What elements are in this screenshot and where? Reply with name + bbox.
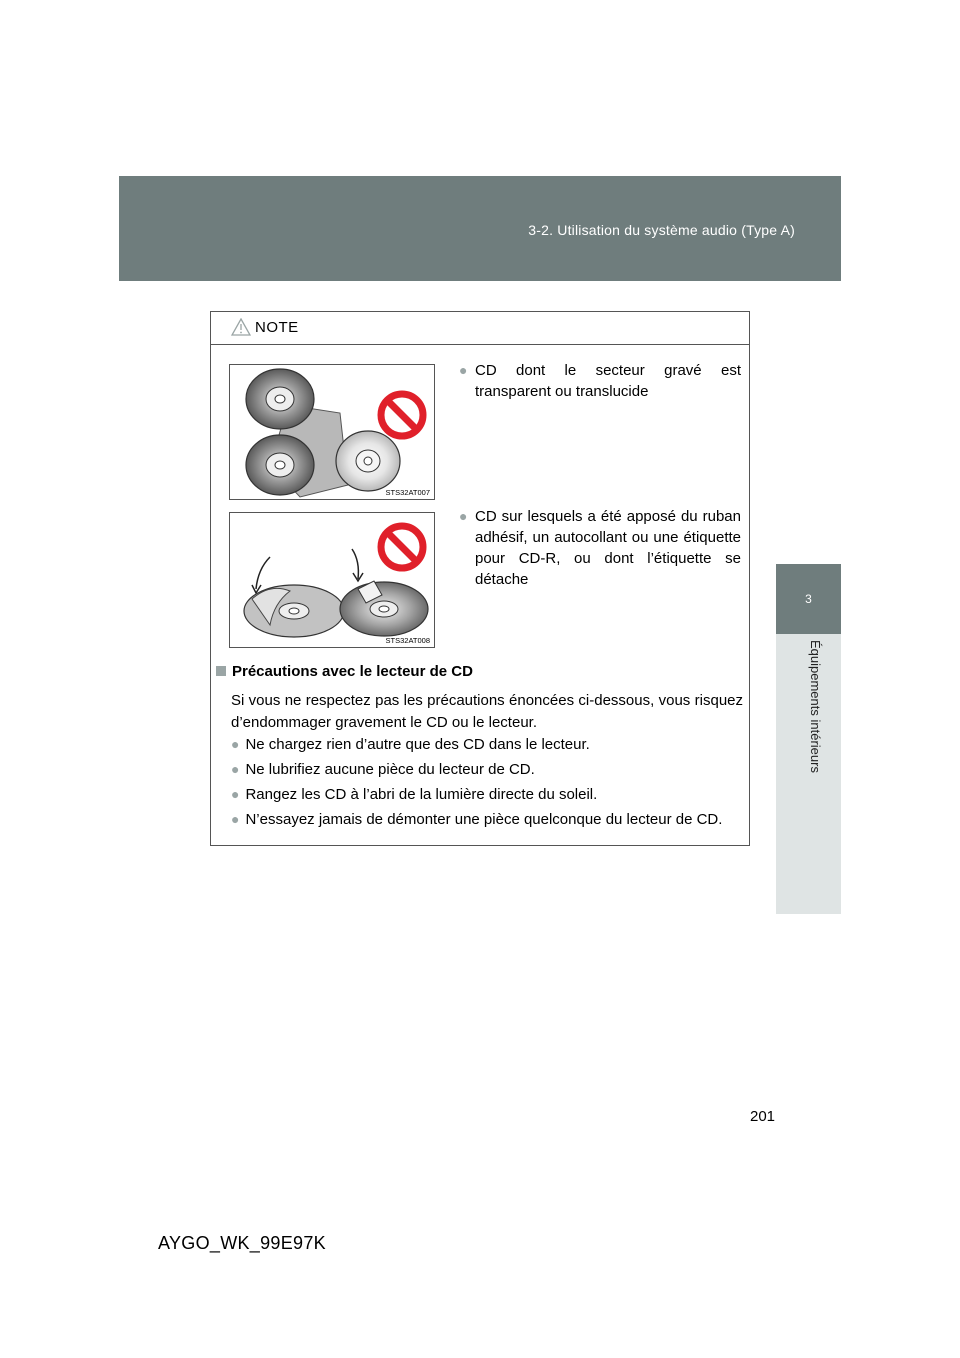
bullet-icon: ● bbox=[459, 362, 468, 378]
figure-item: ● CD dont le secteur gravé est transparent ou translucide bbox=[459, 362, 741, 400]
footer-code: AYGO_WK_99E97K bbox=[158, 1233, 326, 1253]
list-item: ● Ne chargez rien d’autre que des CD dans le lecteur. bbox=[231, 736, 590, 753]
figure-labelled-cd bbox=[229, 512, 435, 648]
list-item: ● Ne lubrifiez aucune pièce du lecteur de CD. bbox=[231, 761, 535, 778]
prohibited-cd-transparent-illustration bbox=[230, 365, 434, 499]
note-title: NOTE bbox=[255, 319, 299, 336]
note-header bbox=[211, 312, 749, 345]
warning-triangle-icon bbox=[231, 318, 251, 336]
header-band bbox=[119, 176, 841, 281]
bullet-icon: ● bbox=[231, 736, 240, 752]
chapter-label: Équipements intérieurs bbox=[808, 640, 823, 773]
section-title: 3-2. Utilisation du système audio (Type A) bbox=[528, 222, 795, 238]
prohibited-cd-label-illustration bbox=[230, 513, 434, 647]
bullet-icon: ● bbox=[459, 508, 468, 524]
intro-paragraph: Si vous ne respectez pas les précautions énoncées ci-dessous, vous risquez d’endommager gravement le CD ou le lecteur. bbox=[231, 692, 743, 731]
chapter-tab bbox=[776, 564, 841, 634]
bullet-icon: ● bbox=[231, 786, 240, 802]
figure-transparent-cd bbox=[229, 364, 435, 500]
list-item: ● Rangez les CD à l’abri de la lumière directe du soleil. bbox=[231, 786, 598, 803]
section-heading: Précautions avec le lecteur de CD bbox=[216, 663, 473, 680]
bullet-icon: ● bbox=[231, 761, 240, 777]
note-box bbox=[210, 311, 750, 846]
figure-code: STS32AT007 bbox=[385, 488, 430, 497]
chapter-number: 3 bbox=[805, 592, 812, 606]
page-number: 201 bbox=[750, 1108, 776, 1125]
figure-item: ● CD sur lesquels a été apposé du ruban adhésif, un autocollant ou une étiquette pour CD-R, ou dont l’étiquette se détache bbox=[459, 508, 741, 588]
list-item: ● N’essayez jamais de démonter une pièce quelconque du lecteur de CD. bbox=[231, 811, 723, 828]
square-bullet-icon bbox=[216, 666, 226, 676]
bullet-icon: ● bbox=[231, 811, 240, 827]
figure-code: STS32AT008 bbox=[385, 636, 430, 645]
